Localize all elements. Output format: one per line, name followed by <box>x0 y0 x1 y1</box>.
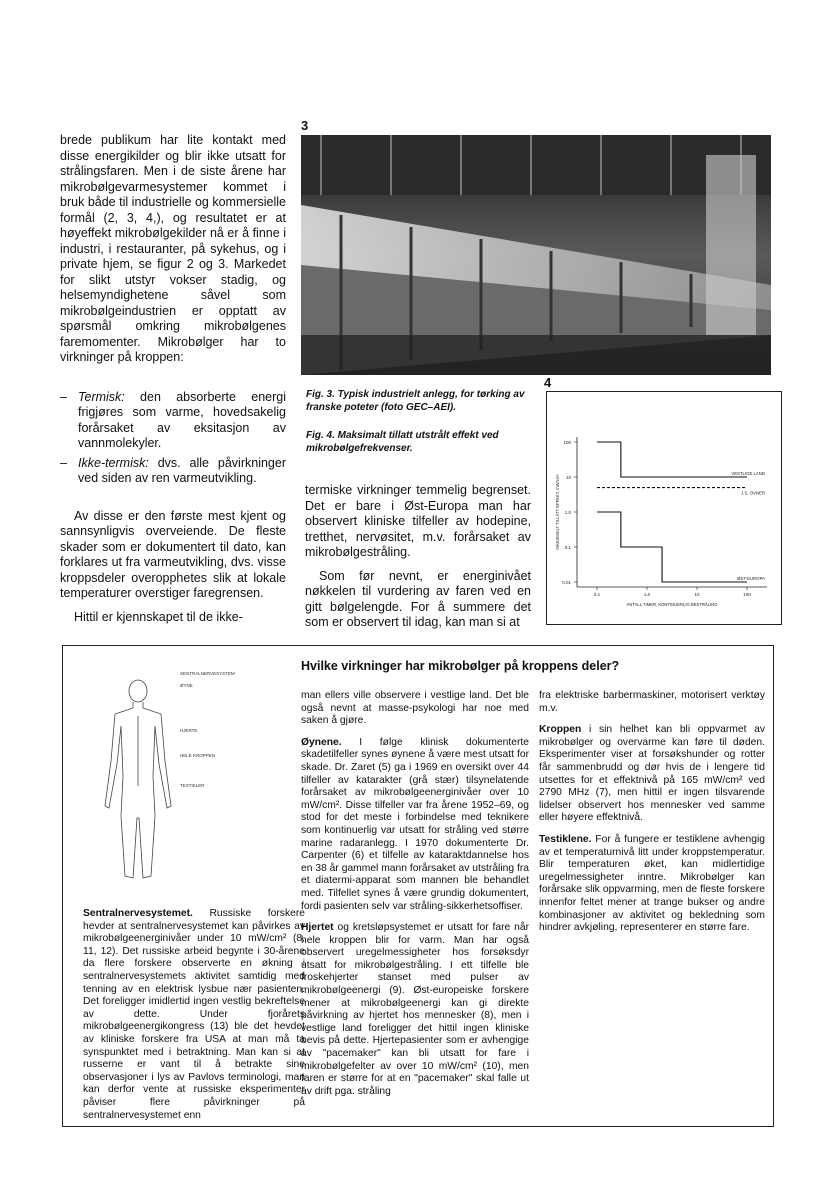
body-diagram <box>83 666 283 911</box>
effects-list-item: – Ikke-termisk: dvs. alle påvirkninger ved siden av ren varmeutvikling. <box>60 455 286 485</box>
human-body-outline <box>83 666 283 911</box>
col3-intro: fra elektriske barbermaskiner, motorisert verktøy m.v. <box>539 690 765 714</box>
heart-text: og kretsløpsystemet er utsatt for fare når hele kroppen blir for varm. Man har også observert uregelmessigheter hos forsøksdyr utsatt for mikrobølgestråling. I ett tilfelle ble froskehjerter stanset med pulser av mikrobølgeenergi (9). Øst-europeiske forskere mener at mikrobølgeenergi kan gi direkte påvirkning av hjertet hos mennesker (8), men i vestlige land foreligger det hittil ingen kliniske bevis på dette. Hjertepasienter som er avhengige av "pacemaker" kan bli utsatt for fare i mikrobølgefelter av over 10 mW/cm² (10), men faren er større for at en "pacemaker" skal falle ut av drift pga. stråling <box>301 922 529 1097</box>
figure3-photo <box>301 135 771 375</box>
box-col-1 <box>83 908 305 1131</box>
label-eyes: ØYNE <box>180 683 193 688</box>
effects-list <box>60 390 286 487</box>
heart-heading: Hjertet <box>301 922 334 934</box>
x-tick-label: 10 <box>694 592 700 597</box>
right-para-2: Som før nevnt, er energinivået nøkkelen til vurdering av faren ved en gitt bølgelengde. For å summere det som er observert til idag, kan man si at <box>305 568 531 629</box>
left-column <box>60 133 286 633</box>
right-para-1: termiske virkninger temmelig begrenset. Det er bare i Øst-Europa man har observert kliniske tilfeller av hodepine, tretthet, nervøsitet, m.v. forårsaket av mikrobølgestråling. <box>305 483 531 559</box>
figure3-number: 3 <box>301 118 309 133</box>
body-text: i sin helhet kan bli oppvarmet av mikrobølger og overvarme kan føre til døden. Eksperimenter viser at forsøkshunder og rotter får sammenbrudd og dør hvis de i lengere tid utsettes for et effektnivå på 165 mW/cm² ved 2790 MHz (7), men hittil er ingen tilsvarende lidelser observert hos mennesker ved samme eller høyere effektnivå. <box>539 724 765 824</box>
y-axis-label: MAKSIMALT TILLATT EFFEKT, mW/cm² <box>555 474 560 550</box>
eyes-heading: Øynene. <box>301 736 342 748</box>
series-label: J.S. OVNER <box>741 490 765 496</box>
y-tick-label: 0.1 <box>564 545 571 550</box>
body-heading: Kroppen <box>539 724 582 736</box>
figure4-caption: Fig. 4. Maksimalt tillatt utstrålt effekt ved mikrobølgefrekvenser. <box>306 430 499 454</box>
effects-list-item: – Termisk: den absorberte energi frigjøres som varme, hovedsakelig forårsaket av eksitasjon av vannmolekyler. <box>60 389 286 450</box>
figure4-chart <box>546 391 782 625</box>
x-tick-label: 1.0 <box>643 592 651 597</box>
testicles-heading: Testiklene. <box>539 833 592 845</box>
y-tick-label: 0.01 <box>562 580 571 585</box>
y-tick-label: 10 <box>565 475 571 480</box>
label-central-nervous-system: SENTRALNERVESYSTEM <box>180 671 235 676</box>
label-heart: HJERTE <box>180 728 198 733</box>
x-axis-label: ANTALL TIMER, KONTINUERLIG BESTRÅLING <box>626 602 718 607</box>
cns-heading: Sentralnervesystemet. <box>83 908 193 919</box>
label-testicles: TESTIKLER <box>180 783 205 788</box>
figure3-caption: Fig. 3. Typisk industrielt anlegg, for tørking av franske poteter (foto GEC–AEI). <box>306 389 525 413</box>
cns-text: Russiske forskere hevder at sentralnervesystemet kan påvirkes av mikrobølgeenerginivåer under 10 mW/cm² (8, 11, 12). Det russiske arbeid begynte i 30-årene da flere forskere observerte en økning i sentralnervesystemets aktivitet samtidig med tenning av en elektrisk lysbue nær pasienten. Det foreligger imidlertid ingen vestlig bekreftelse av dette. Under fjorårets mikrobølgeenergikongress (13) ble det hevdet av kliniske forskere fra USA at man må ta synspunktet med i betraktning. Man kan si at russerne er vant til å betrakte sine observasjoner i lys av Pavlovs terminologi, man kan derfor vente at russiske eksperimenter påviser flere påvirkninger på sentralnervesystemet enn <box>83 908 305 1121</box>
series-line <box>597 512 747 582</box>
series-label: ØST-EUROPA <box>737 576 765 581</box>
series-label: VESTLIGE LAND <box>731 471 765 476</box>
box-title: Hvilke virkninger har mikrobølger på kroppens deler? <box>301 659 620 673</box>
effects-box <box>62 645 774 1127</box>
left-para-1: brede publikum har lite kontakt med disse energikilder og blir ikke utsatt for strålingsfaren. Men i de siste årene har mikrobølgevarmesystemer kommet i bruk både til industrielle og kommersielle formål (2, 3, 4,), og resultatet er at høyeffekt mikrobølgekilder nå er å finne i industri, i restauranter, på sykehus, og i private hjem, se figur 2 og 3. Markedet for slikt utstyr vokser stadig, og helsemyndighetene såvel som mikrobølgeindustrien er opptatt av spørsmål omkring mikrobølgenes faremomenter. Mikrobølger har to virkninger på kroppen: <box>60 133 286 364</box>
testicles-text: For å fungere er testiklene avhengig av et temperaturnivå litt under kroppstemperatur. Blir temperaturen øket, kan midlertidige uregelmessigheter inntre. Mikrobølger kan forårsake slik oppvarming, men de fleste forskere innenfor feltet mener at trange bukser og andre kombinasjoner av aktivitet og bekledning som hindrer avkjøling, representerer en større fare. <box>539 833 765 934</box>
label-whole-body: HELE KROPPEN <box>180 753 216 758</box>
left-para-3: Hittil er kjennskapet til de ikke- <box>74 609 243 624</box>
right-column <box>305 483 531 639</box>
y-tick-label: 100 <box>563 440 571 445</box>
x-tick-label: 0.1 <box>593 592 601 597</box>
box-col-2 <box>301 690 529 1107</box>
left-para-2: Av disse er den første mest kjent og sannsynligvis overveiende. De fleste skader som er dokumentert til dato, kan forklares ut fra varmeutvikling, dvs. visse kroppsdeler overopphetes slik at lokale temperaturer overstiger faregrensen. <box>60 508 286 600</box>
col2-intro: man ellers ville observere i vestlige land. Det ble også nevnt at masse-psykologi har noe med saken å gjøre. <box>301 690 529 727</box>
industrial-plant-image <box>301 135 771 375</box>
eyes-text: I følge klinisk dokumenterte skadetilfeller synes øynene å være mest utsatt for skade. Dr. Zaret (5) ga i 1969 en oversikt over 44 tilfeller av katarakter (grå stær) tilsynelatende forårsaket av mikrobølgeenerginivåer over 10 mW/cm². Disse tilfeller var fra årene 1952–69, og stod for det meste i forbindelse med teknikere som kontinuerlig var utsatt for stråling ved større marine radaranlegg. I 1970 dokumenterte Dr. Carpenter (6) et tilfelle av kataraktdannelse hos en 38 år gammel mann forårsaket av utstråling fra et diatermi-apparat som mannen ble behandlet med. Tilfellet synes å være grundig dokumentert, fordi pasienten selv var stråling-sikkerhetsoffiser. <box>301 736 529 912</box>
series-line <box>597 442 747 477</box>
y-tick-label: 1.0 <box>564 510 571 515</box>
max-power-chart <box>547 392 781 624</box>
x-tick-label: 100 <box>743 592 751 597</box>
box-col-3 <box>539 690 765 944</box>
figure4-number: 4 <box>544 375 552 390</box>
